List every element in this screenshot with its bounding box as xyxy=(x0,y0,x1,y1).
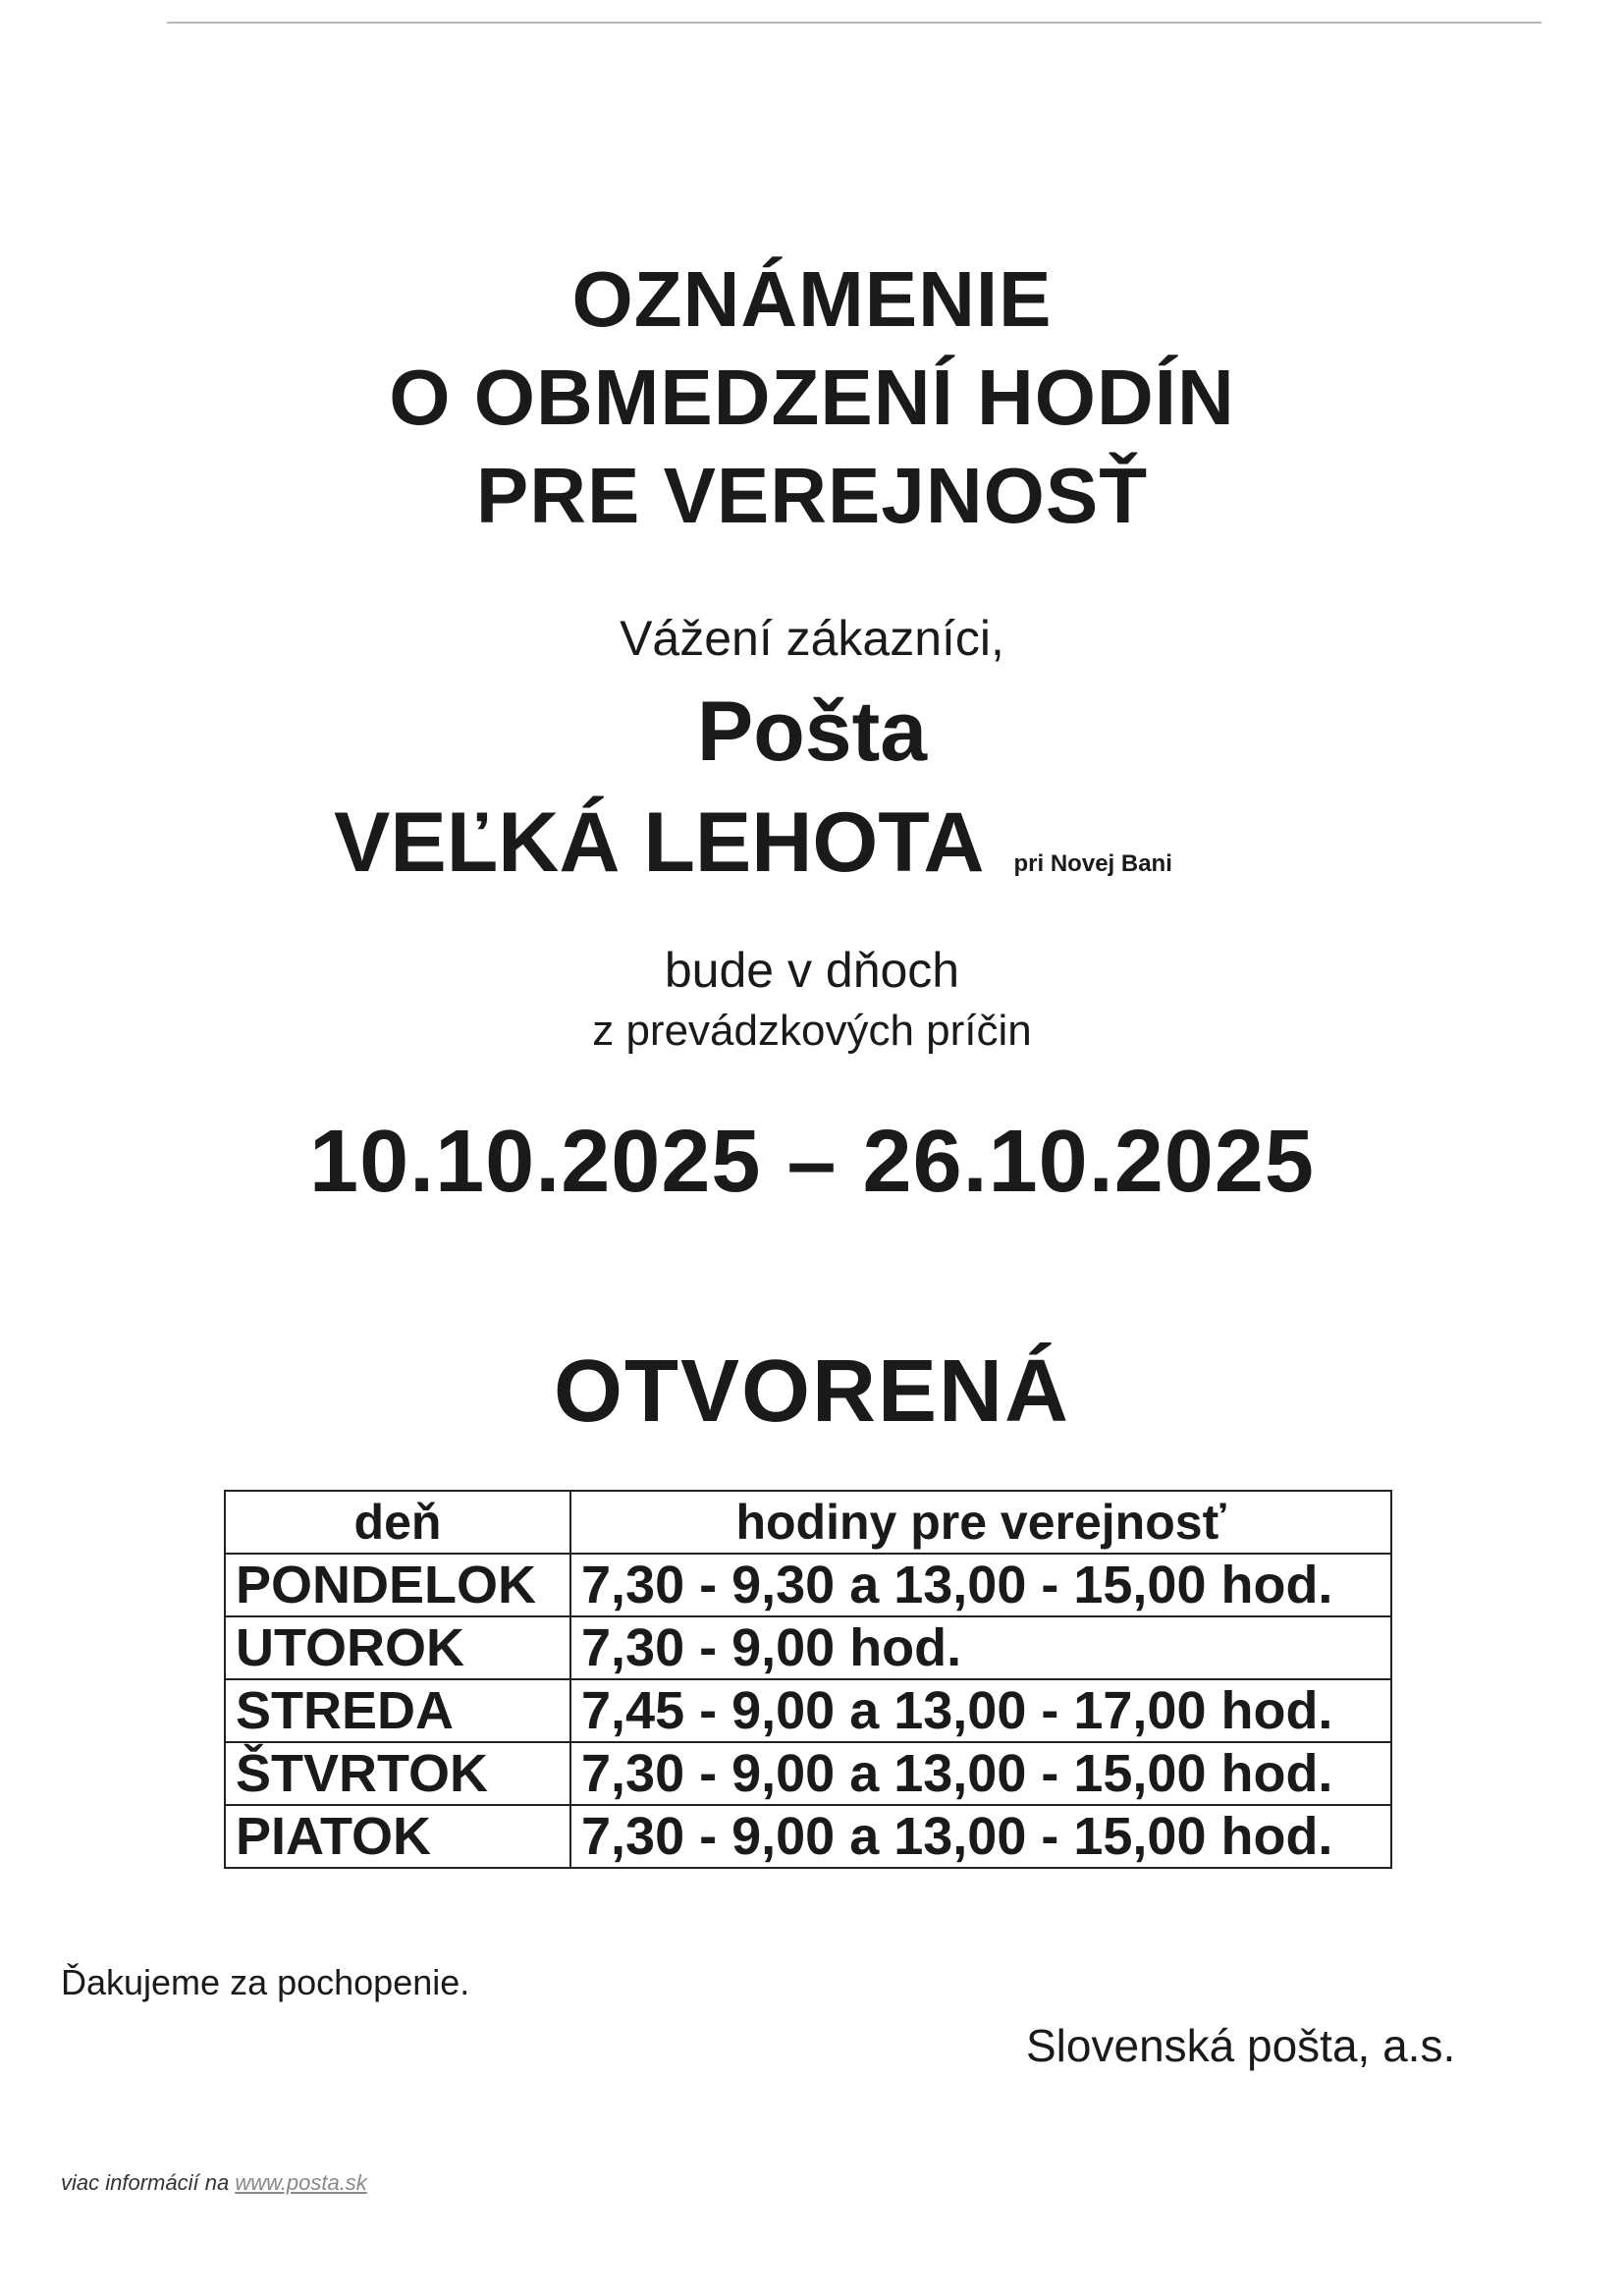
hours-cell: 7,45 - 9,00 a 13,00 - 17,00 hod. xyxy=(570,1679,1391,1742)
notice-title xyxy=(0,250,1624,545)
day-cell: PIATOK xyxy=(225,1805,570,1868)
day-cell: ŠTVRTOK xyxy=(225,1742,570,1805)
signature: Slovenská pošta, a.s. xyxy=(1026,2020,1456,2071)
office-type: Pošta xyxy=(696,684,928,779)
table-header-row xyxy=(225,1491,1391,1554)
greeting: Vážení zákazníci, xyxy=(620,611,1004,666)
table-row xyxy=(225,1679,1391,1742)
office-name: VEĽKÁ LEHOTA xyxy=(334,795,985,890)
hours-cell: 7,30 - 9,00 a 13,00 - 15,00 hod. xyxy=(570,1742,1391,1805)
notice-line-1: bude v dňoch xyxy=(664,943,960,998)
scan-edge-line xyxy=(167,22,1542,24)
hours-cell: 7,30 - 9,30 a 13,00 - 15,00 hod. xyxy=(570,1554,1391,1616)
day-cell: STREDA xyxy=(225,1679,570,1742)
footer-prefix: viac informácií na xyxy=(61,2170,230,2195)
title-line-3: PRE VEREJNOSŤ xyxy=(475,452,1149,539)
day-cell: UTOROK xyxy=(225,1616,570,1679)
title-line-1: OZNÁMENIE xyxy=(571,255,1053,343)
opening-hours-table xyxy=(224,1490,1392,1869)
office-suffix: pri Novej Bani xyxy=(1013,850,1172,877)
website-link[interactable]: www.posta.sk xyxy=(235,2170,367,2195)
title-line-2: O OBMEDZENÍ HODÍN xyxy=(389,354,1235,441)
status-label: OTVORENÁ xyxy=(553,1342,1071,1441)
header-hours: hodiny pre verejnosť xyxy=(570,1491,1391,1554)
day-cell: PONDELOK xyxy=(225,1554,570,1616)
notice-line-2: z prevádzkových príčin xyxy=(592,1007,1032,1055)
footer-info xyxy=(61,2170,367,2196)
hours-cell: 7,30 - 9,00 hod. xyxy=(570,1616,1391,1679)
table-row xyxy=(225,1554,1391,1616)
date-range: 10.10.2025 – 26.10.2025 xyxy=(309,1113,1315,1211)
thanks-text: Ďakujeme za pochopenie. xyxy=(61,1962,470,2002)
office-name-row xyxy=(334,793,1172,892)
header-day: deň xyxy=(225,1491,570,1554)
table-row xyxy=(225,1742,1391,1805)
table-row xyxy=(225,1616,1391,1679)
hours-cell: 7,30 - 9,00 a 13,00 - 15,00 hod. xyxy=(570,1805,1391,1868)
table-row xyxy=(225,1805,1391,1868)
